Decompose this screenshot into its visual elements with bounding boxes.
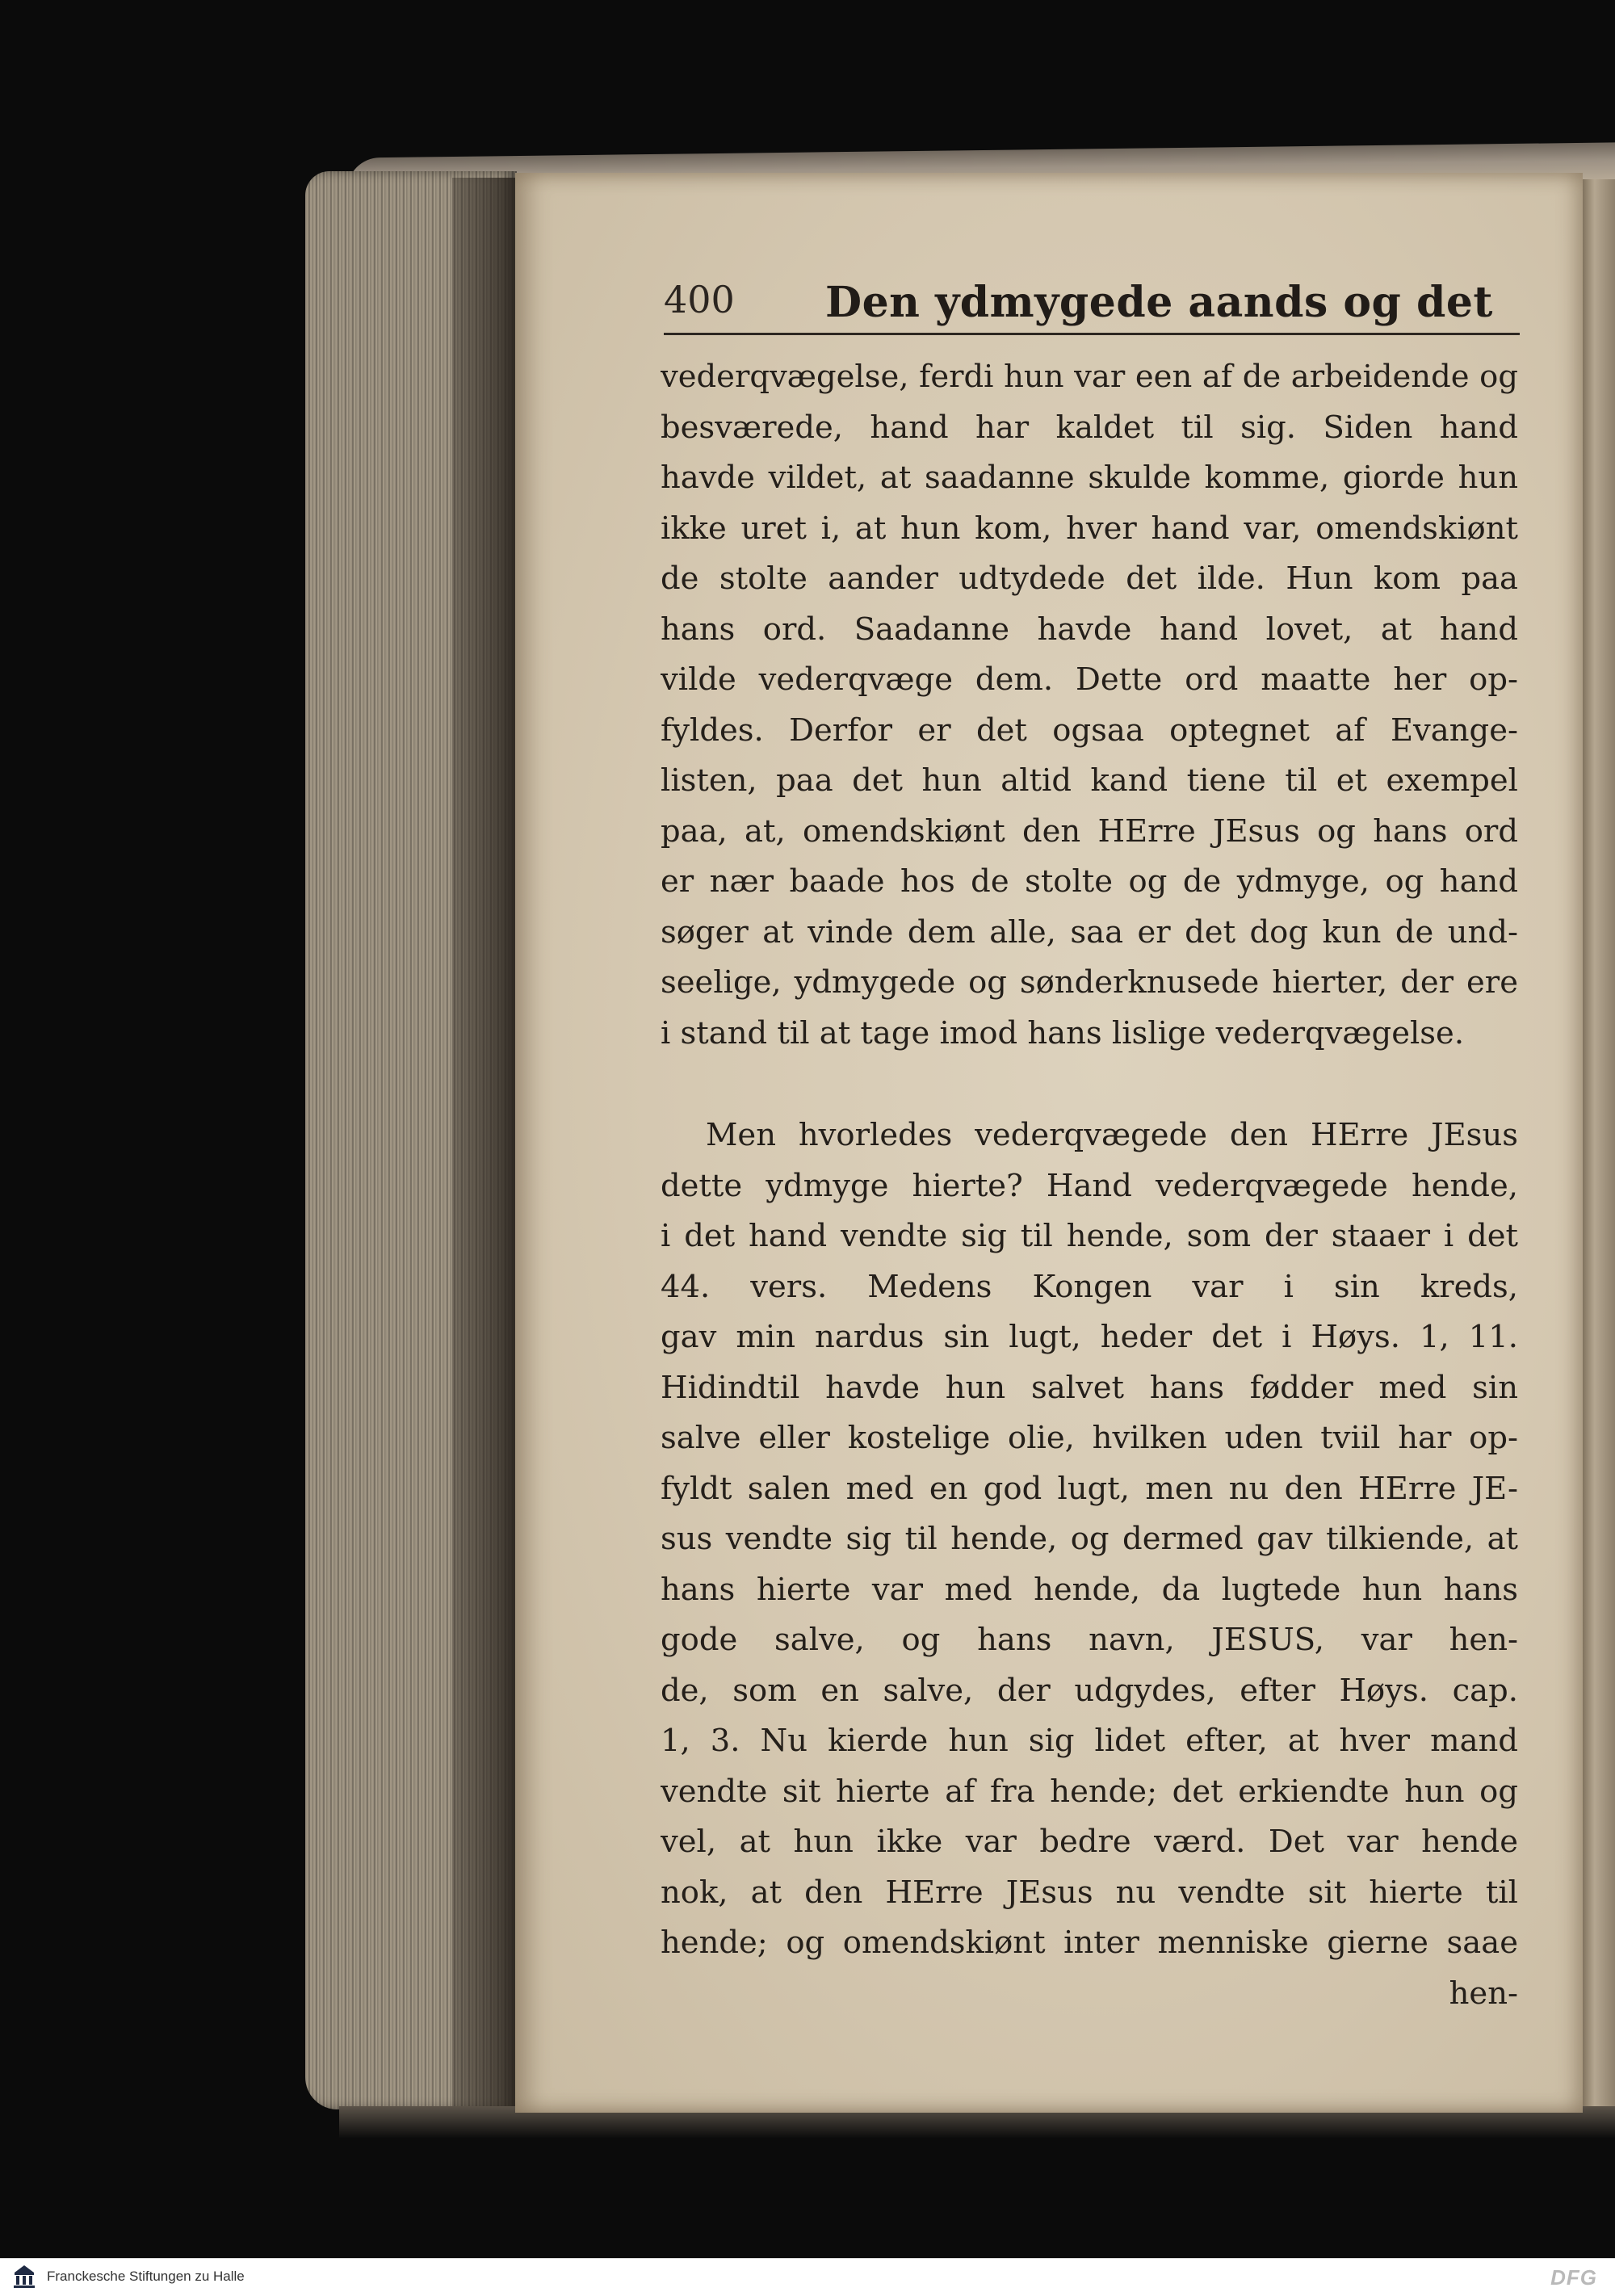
text-line: søger at vinde dem alle, saa er det dog kun de und- [661, 913, 1518, 951]
text-line: i det hand vendte sig til hende, som der staaer i det [661, 1218, 1518, 1254]
page-header [664, 278, 1520, 335]
text-line: vel, at hun ikke var bedre værd. Det var hende [661, 1824, 1518, 1860]
dfg-logo: DFG [1550, 2265, 1597, 2290]
running-head: Den ydmygede aands og det [825, 278, 1493, 327]
paragraph-gap [661, 1059, 1518, 1110]
text-line: 1, 3. Nu kierde hun sig lidet efter, at hver mand [661, 1723, 1518, 1759]
text-line: seelige, ydmygede og sønderknusede hierter, der ere [661, 964, 1518, 1001]
text-line: fyldes. Derfor er det ogsaa optegnet af Evange- [661, 711, 1518, 749]
page-edge-shadow [452, 178, 518, 2108]
franckesche-stiftungen-logo-icon [10, 2263, 39, 2292]
text-line: sus vendte sig til hende, og dermed gav tilkiende, at [661, 1521, 1518, 1557]
text-line: er nær baade hos de stolte og de ydmyge, og hand [661, 863, 1518, 900]
text-line: havde vildet, at saadanne skulde komme, giorde hun [661, 460, 1518, 496]
paragraph-2 [661, 1110, 1518, 2019]
text-line: ikke uret i, at hun kom, hver hand var, omendskiønt [661, 510, 1518, 547]
text-line: listen, paa det hun altid kand tiene til et exempel [661, 762, 1518, 799]
viewer-footer [0, 2258, 1615, 2296]
text-line: hende; og omendskiønt inter menniske gierne saae [661, 1925, 1518, 1961]
text-line: Hidindtil havde hun salvet hans fødder med sin [661, 1369, 1518, 1406]
text-line: hans hierte var med hende, da lugtede hun hans [661, 1571, 1518, 1608]
text-line: Men hvorledes vederqvægede den HErre JEsus [706, 1117, 1518, 1153]
text-line: vendte sit hierte af fra hende; det erkiendte hun og [661, 1773, 1518, 1810]
text-line: gav min nardus sin lugt, heder det i Høys. 1, 11. [661, 1319, 1518, 1355]
paragraph-1 [661, 352, 1518, 1059]
page-number: 400 [664, 278, 735, 321]
text-line: gode salve, og hans navn, JESUS, var hen- [661, 1622, 1518, 1658]
text-line: besværede, hand har kaldet til sig. Siden hand [661, 409, 1518, 446]
book-gutter [1581, 179, 1615, 2109]
institution-name: Franckesche Stiftungen zu Halle [47, 2269, 245, 2284]
page-body [661, 352, 1518, 2019]
text-line: 44. vers. Medens Kongen var i sin kreds, [661, 1268, 1518, 1305]
text-line: hans ord. Saadanne havde hand lovet, at hand [661, 611, 1518, 648]
text-line: vilde vederqvæge dem. Dette ord maatte her op- [661, 661, 1518, 698]
text-line: i stand til at tage imod hans lislige vederqvægelse. [661, 1014, 1465, 1051]
text-line: nok, at den HErre JEsus nu vendte sit hierte til [661, 1874, 1518, 1911]
text-line: salve eller kostelige olie, hvilken uden tviil har op- [661, 1420, 1518, 1456]
catchword: hen- [1449, 1975, 1518, 2012]
text-line: vederqvægelse, ferdi hun var een af de arbeidende og [661, 359, 1518, 395]
text-line: de, som en salve, der udgydes, efter Høys. cap. [661, 1672, 1518, 1709]
text-line: fyldt salen med en god lugt, men nu den HErre JE- [661, 1470, 1518, 1507]
text-line: de stolte aander udtydede det ilde. Hun kom paa [661, 560, 1518, 597]
text-line: paa, at, omendskiønt den HErre JEsus og hans ord [661, 812, 1518, 850]
text-line: dette ydmyge hierte? Hand vederqvægede hende, [661, 1167, 1518, 1204]
